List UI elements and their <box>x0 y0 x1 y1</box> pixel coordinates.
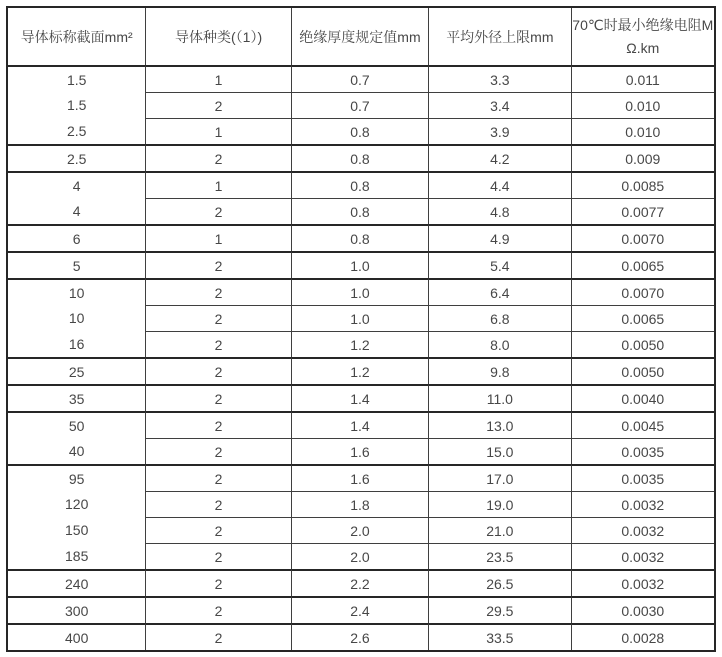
cell-avg-outer-diameter-max-mm: 4.2 <box>428 144 570 171</box>
cell-min-insulation-resistance-mohm-km: 0.010 <box>571 92 714 118</box>
cell-insulation-thickness-mm: 1.6 <box>291 464 428 491</box>
cell-conductor-class: 2 <box>145 251 290 278</box>
cell-avg-outer-diameter-max-mm: 3.4 <box>428 92 570 118</box>
cell-conductor-class: 2 <box>145 384 290 411</box>
cell-insulation-thickness-mm: 0.8 <box>291 224 428 251</box>
table-row <box>8 569 714 596</box>
cell-avg-outer-diameter-max-mm: 13.0 <box>428 411 570 438</box>
cell-conductor-class: 1 <box>145 65 290 92</box>
cell-conductor-class: 2 <box>145 92 290 118</box>
table-row <box>8 251 714 278</box>
resistance-header-line2: Ω.km <box>626 40 660 56</box>
cell-cross-section-mm2: 400 <box>8 623 145 650</box>
cell-avg-outer-diameter-max-mm: 4.9 <box>428 224 570 251</box>
cell-insulation-thickness-mm: 1.4 <box>291 384 428 411</box>
cell-conductor-class: 2 <box>145 305 290 331</box>
cell-avg-outer-diameter-max-mm: 33.5 <box>428 623 570 650</box>
cell-min-insulation-resistance-mohm-km: 0.0032 <box>571 543 714 569</box>
table-row <box>8 198 714 224</box>
table-row <box>8 331 714 357</box>
spec-table-frame <box>6 6 716 652</box>
cell-min-insulation-resistance-mohm-km: 0.0032 <box>571 517 714 543</box>
cell-min-insulation-resistance-mohm-km: 0.011 <box>571 65 714 92</box>
cable-spec-table <box>8 8 714 650</box>
table-row <box>8 357 714 384</box>
cell-avg-outer-diameter-max-mm: 15.0 <box>428 438 570 464</box>
cell-min-insulation-resistance-mohm-km: 0.0028 <box>571 623 714 650</box>
cell-conductor-class: 2 <box>145 569 290 596</box>
cell-insulation-thickness-mm: 2.6 <box>291 623 428 650</box>
cell-cross-section-mm2: 40 <box>68 443 85 459</box>
cell-conductor-class: 2 <box>145 543 290 569</box>
table-row <box>8 224 714 251</box>
cell-insulation-thickness-mm: 0.8 <box>291 198 428 224</box>
table-row <box>8 384 714 411</box>
cell-avg-outer-diameter-max-mm: 6.4 <box>428 278 570 305</box>
cell-cross-section-mm2: 5 <box>8 251 145 278</box>
cell-conductor-class: 2 <box>145 144 290 171</box>
cell-min-insulation-resistance-mohm-km: 0.009 <box>571 144 714 171</box>
table-row <box>8 65 714 92</box>
cell-avg-outer-diameter-max-mm: 29.5 <box>428 596 570 623</box>
cell-conductor-class: 2 <box>145 411 290 438</box>
cell-conductor-class: 2 <box>145 357 290 384</box>
cell-min-insulation-resistance-mohm-km: 0.0065 <box>571 251 714 278</box>
cell-min-insulation-resistance-mohm-km: 0.0070 <box>571 278 714 305</box>
cell-min-insulation-resistance-mohm-km: 0.0035 <box>571 438 714 464</box>
col-header-cross-section: 导体标称截面mm² <box>20 28 133 45</box>
cell-cross-section-mm2: 10 <box>8 278 145 305</box>
table-row <box>8 278 714 305</box>
cell-cross-section-mm2: 2.5 <box>8 144 145 171</box>
cell-avg-outer-diameter-max-mm: 9.8 <box>428 357 570 384</box>
resistance-header-line1: 70℃时最小绝缘电阻M <box>572 17 714 33</box>
cell-conductor-class: 2 <box>145 517 290 543</box>
cell-conductor-class: 2 <box>145 464 290 491</box>
cell-insulation-thickness-mm: 2.0 <box>291 543 428 569</box>
cell-avg-outer-diameter-max-mm: 3.9 <box>428 118 570 144</box>
cell-insulation-thickness-mm: 1.0 <box>291 305 428 331</box>
table-row <box>8 411 714 438</box>
cell-min-insulation-resistance-mohm-km: 0.0030 <box>571 596 714 623</box>
cell-cross-section-mm2: 4 <box>8 171 145 198</box>
cell-avg-outer-diameter-max-mm: 21.0 <box>428 517 570 543</box>
cell-insulation-thickness-mm: 0.8 <box>291 144 428 171</box>
cell-min-insulation-resistance-mohm-km: 0.0035 <box>571 464 714 491</box>
cell-conductor-class: 2 <box>145 623 290 650</box>
cell-min-insulation-resistance-mohm-km: 0.010 <box>571 118 714 144</box>
cell-insulation-thickness-mm: 0.7 <box>291 65 428 92</box>
cell-cross-section-mm2: 35 <box>8 384 145 411</box>
cell-min-insulation-resistance-mohm-km: 0.0045 <box>571 411 714 438</box>
table-row <box>8 517 714 543</box>
cell-avg-outer-diameter-max-mm: 26.5 <box>428 569 570 596</box>
table-row <box>8 118 714 144</box>
cell-min-insulation-resistance-mohm-km: 0.0077 <box>571 198 714 224</box>
table-row <box>8 491 714 517</box>
cell-conductor-class: 1 <box>145 224 290 251</box>
cell-min-insulation-resistance-mohm-km: 0.0050 <box>571 331 714 357</box>
cell-min-insulation-resistance-mohm-km: 0.0085 <box>571 171 714 198</box>
cell-insulation-thickness-mm: 1.8 <box>291 491 428 517</box>
cell-insulation-thickness-mm: 1.0 <box>291 251 428 278</box>
table-row <box>8 464 714 491</box>
table-row <box>8 596 714 623</box>
col-header-insulation-thickness: 绝缘厚度规定值mm <box>291 8 428 65</box>
cell-insulation-thickness-mm: 1.6 <box>291 438 428 464</box>
cell-cross-section-mm2: 120 <box>65 496 89 512</box>
cell-insulation-thickness-mm: 2.4 <box>291 596 428 623</box>
cell-conductor-class: 1 <box>145 171 290 198</box>
cell-min-insulation-resistance-mohm-km: 0.0032 <box>571 569 714 596</box>
cell-cross-section-mm2: 240 <box>8 569 145 596</box>
cell-avg-outer-diameter-max-mm: 23.5 <box>428 543 570 569</box>
cell-insulation-thickness-mm: 0.8 <box>291 171 428 198</box>
cell-conductor-class: 2 <box>145 278 290 305</box>
cell-cross-section-mm2: 6 <box>8 224 145 251</box>
cell-cross-section-mm2: 4 <box>72 203 81 219</box>
cell-min-insulation-resistance-mohm-km: 0.0040 <box>571 384 714 411</box>
table-row <box>8 171 714 198</box>
table-row <box>8 144 714 171</box>
cell-conductor-class: 2 <box>145 491 290 517</box>
cell-avg-outer-diameter-max-mm: 8.0 <box>428 331 570 357</box>
cell-cross-section-mm2: 1.5 <box>8 65 145 92</box>
col-header-conductor-class: 导体种类(（1）) <box>145 8 290 65</box>
cell-insulation-thickness-mm: 1.0 <box>291 278 428 305</box>
table-row <box>8 92 714 118</box>
cell-insulation-thickness-mm: 2.2 <box>291 569 428 596</box>
cell-cross-section-mm2: 25 <box>8 357 145 384</box>
cell-conductor-class: 2 <box>145 198 290 224</box>
cell-conductor-class: 2 <box>145 438 290 464</box>
cell-avg-outer-diameter-max-mm: 17.0 <box>428 464 570 491</box>
cell-insulation-thickness-mm: 1.2 <box>291 331 428 357</box>
cell-cross-section-mm2: 95 <box>8 464 145 491</box>
cell-avg-outer-diameter-max-mm: 4.8 <box>428 198 570 224</box>
cell-insulation-thickness-mm: 1.4 <box>291 411 428 438</box>
col-header-outer-diameter: 平均外径上限mm <box>428 8 570 65</box>
col-header-min-insulation-resistance <box>571 8 714 65</box>
cell-conductor-class: 2 <box>145 331 290 357</box>
cell-min-insulation-resistance-mohm-km: 0.0070 <box>571 224 714 251</box>
cell-insulation-thickness-mm: 2.0 <box>291 517 428 543</box>
cell-conductor-class: 2 <box>145 596 290 623</box>
cell-cross-section-mm2: 2.5 <box>66 123 87 139</box>
cell-avg-outer-diameter-max-mm: 4.4 <box>428 171 570 198</box>
table-row <box>8 438 714 464</box>
cell-insulation-thickness-mm: 0.8 <box>291 118 428 144</box>
cell-avg-outer-diameter-max-mm: 3.3 <box>428 65 570 92</box>
table-row <box>8 305 714 331</box>
cell-cross-section-mm2: 150 <box>65 522 89 538</box>
cell-min-insulation-resistance-mohm-km: 0.0050 <box>571 357 714 384</box>
cell-avg-outer-diameter-max-mm: 11.0 <box>428 384 570 411</box>
table-row <box>8 623 714 650</box>
cell-cross-section-mm2: 1.5 <box>66 97 87 113</box>
cell-avg-outer-diameter-max-mm: 19.0 <box>428 491 570 517</box>
cell-cross-section-mm2: 300 <box>8 596 145 623</box>
cell-conductor-class: 1 <box>145 118 290 144</box>
header-row <box>8 8 714 65</box>
cell-avg-outer-diameter-max-mm: 6.8 <box>428 305 570 331</box>
cell-cross-section-mm2: 50 <box>8 411 145 438</box>
cell-cross-section-mm2: 10 <box>68 310 85 326</box>
table-row <box>8 543 714 569</box>
cell-min-insulation-resistance-mohm-km: 0.0065 <box>571 305 714 331</box>
cell-insulation-thickness-mm: 1.2 <box>291 357 428 384</box>
cell-avg-outer-diameter-max-mm: 5.4 <box>428 251 570 278</box>
cell-insulation-thickness-mm: 0.7 <box>291 92 428 118</box>
cell-cross-section-mm2: 185 <box>65 548 89 564</box>
cell-cross-section-mm2: 16 <box>68 336 85 352</box>
cell-min-insulation-resistance-mohm-km: 0.0032 <box>571 491 714 517</box>
